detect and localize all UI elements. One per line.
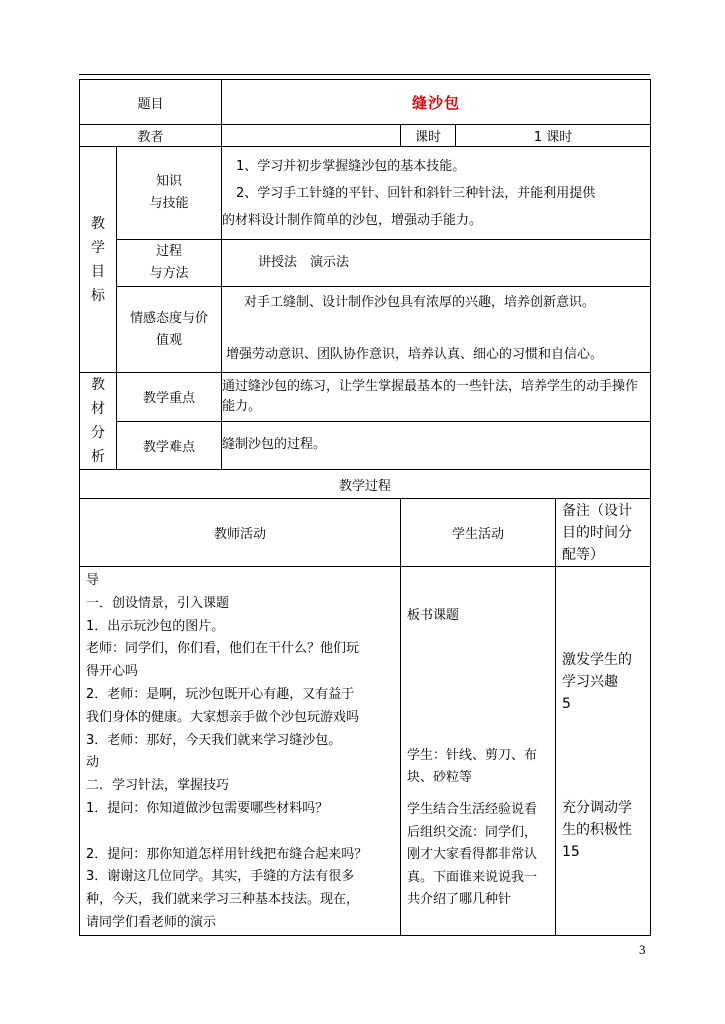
teacher-label: 教者 xyxy=(80,125,222,147)
process-title-row xyxy=(80,470,651,499)
teacher-line: 1．出示玩沙包的图片。 xyxy=(86,618,225,634)
student-activity-cell xyxy=(401,567,556,936)
student-activity-header: 学生活动 xyxy=(401,499,556,567)
key-point-row xyxy=(80,373,651,422)
process-header-row xyxy=(80,499,651,567)
difficulty-label: 教学难点 xyxy=(117,421,222,470)
topic-label: 题目 xyxy=(80,80,222,125)
lesson-plan-table xyxy=(79,79,651,936)
teacher-line: 得开心吗 xyxy=(86,664,139,680)
teacher-line: 我们身体的健康。大家想亲手做个沙包玩游戏吗 xyxy=(86,709,360,725)
key-point-text: 通过缝沙包的练习，让学生掌握最基本的一些针法，培养学生的动手操作能力。 xyxy=(222,373,651,422)
teacher-line: 3．谢谢这几位同学。其实，手缝的方法有很多 xyxy=(86,869,355,885)
teacher-value xyxy=(222,125,401,147)
teacher-line: 导 xyxy=(86,573,100,588)
teacher-line: 一．创设情景，引入课题 xyxy=(86,595,230,611)
process-section-title: 教学过程 xyxy=(80,470,651,499)
difficulty-row xyxy=(80,421,651,470)
teacher-activity-header: 教师活动 xyxy=(80,499,401,567)
key-point-label: 教学重点 xyxy=(117,373,222,422)
teacher-row xyxy=(80,125,651,147)
page-number: 3 xyxy=(639,942,646,957)
teacher-line: 种，今天，我们就来学习三种基本技法。现在， xyxy=(86,892,360,908)
teacher-line: 动 xyxy=(86,755,100,771)
note-block: 充分调动学 生的积极性 15 xyxy=(562,800,633,860)
emotion-label: 情感态度与价 值观 xyxy=(117,287,222,373)
note-header: 备注（设计 目的时间分 配等） xyxy=(556,499,651,567)
header-rule xyxy=(79,74,650,75)
teacher-line: 二．学习针法，掌握技巧 xyxy=(86,778,230,794)
goal-emotion-row xyxy=(80,287,651,373)
knowledge-text: 1、学习并初步掌握缝沙包的基本技能。 2、学习手工针缝的平针、回针和斜针三种针法，并能利用提供 的材料设计制作简单的沙包，增强动手能力。 xyxy=(222,147,651,240)
teacher-line xyxy=(86,821,394,844)
process-text: 讲授法 演示法 xyxy=(222,240,651,287)
student-block: 学生结合生活经验说看后组织交流：同学们，刚才大家看得都非常认真。下面谁来说说我一共介绍了哪几种针 xyxy=(407,802,538,907)
analysis-group-label: 教 材 分 析 xyxy=(80,373,117,470)
topic-value: 缝沙包 xyxy=(222,80,651,125)
teacher-line: 3．老师：那好，今天我们就来学习缝沙包。 xyxy=(86,732,342,748)
knowledge-label: 知识 与技能 xyxy=(117,147,222,240)
note-cell xyxy=(556,567,651,936)
topic-row xyxy=(80,80,651,125)
note-block: 激发学生的 学习兴趣 5 xyxy=(562,652,633,712)
period-value: 1 课时 xyxy=(456,125,651,147)
process-label: 过程 与方法 xyxy=(117,240,222,287)
goals-group-label: 教 学 目 标 xyxy=(80,147,117,373)
teacher-line: 老师：同学们，你们看，他们在干什么？他们玩 xyxy=(86,641,360,657)
goal-knowledge-row xyxy=(80,147,651,240)
teacher-line: 2．提问：那你知道怎样用针线把布缝合起来吗？ xyxy=(86,846,368,862)
process-body-row xyxy=(80,567,651,936)
student-block: 学生：针线、剪刀、布块、砂粒等 xyxy=(407,748,538,785)
emotion-text: 对手工缝制、设计制作沙包具有浓厚的兴趣，培养创新意识。 增强劳动意识、团队协作意识，培养认真、细心的习惯和自信心。 xyxy=(222,287,651,373)
teacher-line: 请同学们看老师的演示 xyxy=(86,914,217,930)
period-label: 课时 xyxy=(401,125,456,147)
student-block: 板书课题 xyxy=(407,608,460,623)
difficulty-text: 缝制沙包的过程。 xyxy=(222,421,651,470)
teacher-line: 1．提问：你知道做沙包需要哪些材料吗？ xyxy=(86,800,329,816)
goal-process-row xyxy=(80,240,651,287)
teacher-activity-cell xyxy=(80,567,401,936)
teacher-line: 2．老师：是啊，玩沙包既开心有趣，又有益于 xyxy=(86,686,355,702)
